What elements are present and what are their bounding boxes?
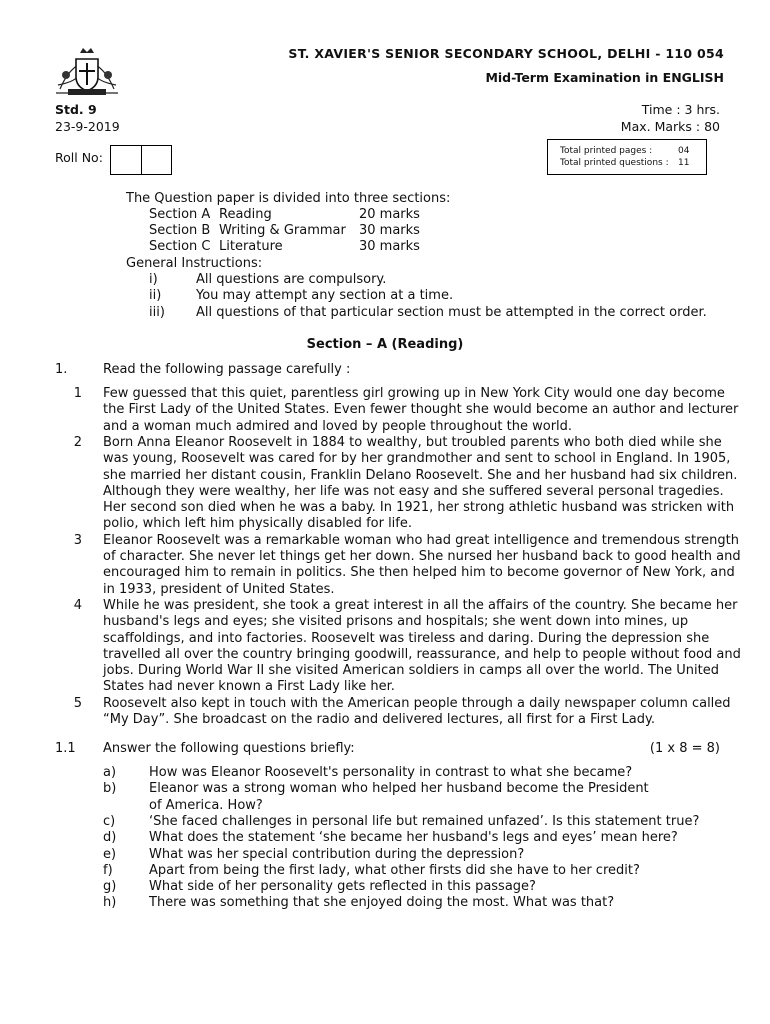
- subquestion-letter: d): [103, 830, 117, 846]
- subquestion-text: What does the statement ‘she became her husband's legs and eyes’ mean here?: [149, 830, 678, 846]
- paragraph-number: 1: [73, 386, 82, 401]
- paragraph-number: 2: [73, 434, 82, 450]
- subquestion-text: ‘She faced challenges in personal life but remained unfazed’. Is this statement true?: [149, 813, 700, 829]
- total-pages-value: 04: [678, 146, 690, 156]
- exam-title: Mid-Term Examination in ENGLISH: [485, 70, 724, 85]
- instruction-number: iii): [149, 305, 165, 320]
- school-crest-icon: [52, 45, 122, 97]
- section-a-heading: Section – A (Reading): [306, 337, 464, 352]
- subquestion-text: How was Eleanor Roosevelt's personality in contrast to what she became?: [149, 765, 633, 780]
- passage-line: While he was president, she took a great interest in all the affairs of the country. She became her: [103, 597, 738, 613]
- divided-text: The Question paper is divided into three sections:: [126, 191, 451, 206]
- roll-no-label: Roll No:: [55, 150, 103, 165]
- passage-line: States had never known a First Lady like her.: [103, 679, 395, 695]
- max-marks: Max. Marks : 80: [620, 119, 720, 134]
- subquestion-letter: b): [103, 781, 117, 797]
- roll-no-boxes: [110, 145, 172, 175]
- section-marks: 30 marks: [359, 239, 420, 254]
- subquestion-letter: a): [103, 765, 117, 780]
- instruction-text: All questions of that particular section must be attempted in the correct order.: [196, 305, 707, 320]
- question-number: 1.: [55, 362, 68, 377]
- section-line: Section A: [149, 207, 211, 222]
- passage-line: of character. She never let things get her down. She nursed her husband back to good health and: [103, 549, 741, 564]
- passage-line: husband's legs and eyes; she visited prisons and hospitals; she went down into mines, up: [103, 614, 689, 630]
- instruction-number: i): [149, 272, 158, 287]
- instruction-number: ii): [149, 288, 162, 303]
- section-line: Section B: [149, 223, 211, 238]
- exam-date: 23-9-2019: [55, 119, 120, 134]
- instruction-text: You may attempt any section at a time.: [196, 288, 454, 303]
- passage-line: encouraged him to remain in politics. She then helped him to become governor of New York, and: [103, 565, 735, 581]
- section-marks: 30 marks: [359, 223, 420, 238]
- subquestion-text: What was her special contribution during the depression?: [149, 846, 525, 862]
- subquestion-text: of America. How?: [149, 797, 263, 813]
- subquestion-letter: g): [103, 879, 117, 895]
- subquestion-letter: h): [103, 895, 117, 911]
- standard-label: Std. 9: [55, 102, 97, 117]
- passage-line: polio, which left him physically disabled for life.: [103, 516, 413, 532]
- section-title: Writing & Grammar: [219, 223, 346, 238]
- question-text: Read the following passage carefully :: [103, 362, 351, 377]
- total-pages-label: Total printed pages :: [560, 146, 653, 156]
- paragraph-number: 3: [73, 532, 82, 548]
- subquestion-text: Eleanor was a strong woman who helped her husband become the President: [149, 781, 649, 797]
- question-text: Answer the following questions briefly:: [103, 741, 355, 756]
- passage-line: was young, Roosevelt was cared for by her grandmother and sent to school in England. In 1905,: [103, 451, 731, 467]
- subquestion-text: What side of her personality gets reflected in this passage?: [149, 879, 536, 895]
- school-name: ST. XAVIER'S SENIOR SECONDARY SCHOOL, DELHI - 110 054: [288, 46, 724, 61]
- passage-line: Roosevelt also kept in touch with the American people through a daily newspaper column called: [103, 695, 731, 711]
- section-marks: 20 marks: [359, 207, 420, 222]
- subquestion-letter: c): [103, 813, 116, 829]
- subquestion-text: There was something that she enjoyed doing the most. What was that?: [149, 895, 615, 911]
- instruction-text: All questions are compulsory.: [196, 272, 387, 287]
- passage-line: Eleanor Roosevelt was a remarkable woman who had great intelligence and tremendous strength: [103, 532, 739, 548]
- passage-line: Few guessed that this quiet, parentless girl growing up in New York City would one day become: [103, 386, 725, 401]
- passage-line: jobs. During World War II she visited American soldiers in camps all over the world. The United: [103, 663, 720, 679]
- subquestion-letter: f): [103, 862, 113, 878]
- subquestion-letter: e): [103, 846, 117, 862]
- passage-line: scaffoldings, and into factories. Roosevelt was tireless and daring. During the depression she: [103, 630, 710, 646]
- paragraph-number: 5: [73, 695, 82, 711]
- subquestion-text: Apart from being the first lady, what other firsts did she have to her credit?: [149, 862, 640, 878]
- section-title: Literature: [219, 239, 283, 254]
- question-number: 1.1: [55, 741, 76, 756]
- totals-box: [547, 139, 707, 175]
- section-title: Reading: [219, 207, 272, 222]
- passage-line: Born Anna Eleanor Roosevelt in 1884 to wealthy, but troubled parents who both died while she: [103, 434, 722, 450]
- passage-line: in 1933, president of United States.: [103, 581, 335, 597]
- total-questions-value: 11: [678, 158, 690, 168]
- question-marks: (1 x 8 = 8): [649, 741, 720, 756]
- passage-line: the First Lady of the United States. Even fewer thought she would become an author and lecturer: [103, 402, 739, 418]
- total-questions-label: Total printed questions :: [560, 158, 669, 168]
- passage-line: she married her distant cousin, Franklin Delano Roosevelt. She and her husband had six children.: [103, 467, 738, 483]
- passage-line: Her second son died when he was a baby. In 1921, her strong athletic husband was stricken with: [103, 500, 735, 516]
- passage-line: “My Day”. She broadcast on the radio and delivered lectures, all first for a First Lady.: [103, 712, 655, 727]
- section-line: Section C: [149, 239, 211, 254]
- passage-line: Although they were wealthy, her life was not easy and she suffered several personal tragedies.: [103, 483, 724, 499]
- passage-line: and a woman much admired and loved by people throughout the world.: [103, 418, 573, 434]
- passage-line: travelled all over the country bringing goodwill, reassurance, and help to people without food and: [103, 646, 741, 662]
- time-allowed: Time : 3 hrs.: [641, 102, 720, 117]
- general-instructions-heading: General Instructions:: [126, 256, 263, 271]
- paragraph-number: 4: [73, 597, 82, 613]
